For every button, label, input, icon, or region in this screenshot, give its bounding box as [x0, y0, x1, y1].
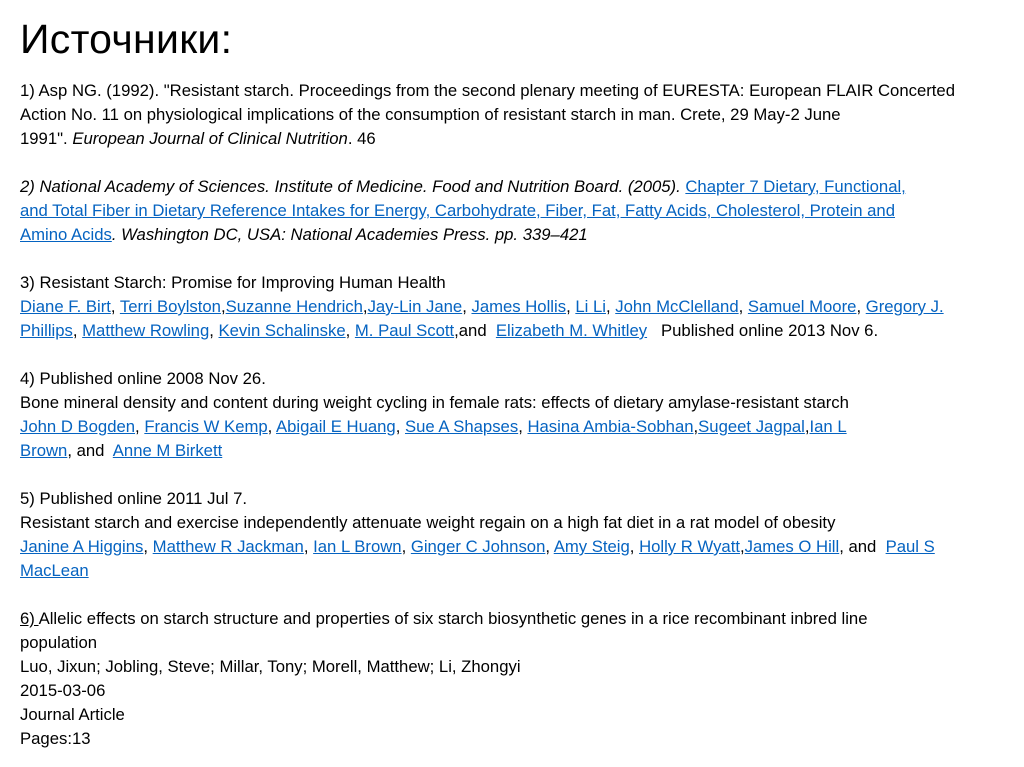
author-link[interactable]: James Hollis [471, 297, 567, 316]
author-link[interactable]: Samuel Moore [747, 297, 857, 316]
ref6-authors: Luo, Jixun; Jobling, Steve; Millar, Tony; Morell, Matthew; Li, Zhongyi [20, 657, 521, 676]
author-link[interactable]: Matthew R Jackman [152, 537, 304, 556]
ref5-authors-line1: Janine A Higgins, Matthew R Jackman, Ian L Brown, Ginger C Johnson, Amy Steig, Holly R Wyatt,James O Hill, and Paul S [20, 537, 935, 556]
author-link[interactable]: Paul S [885, 537, 935, 556]
ref6-number: 6) [20, 609, 39, 628]
ref6-date: 2015-03-06 [20, 681, 106, 700]
ref2-chapter-link[interactable]: Chapter 7 Dietary, Functional, [685, 177, 906, 196]
author-link[interactable]: Ginger C Johnson [410, 537, 546, 556]
ref5-authors-line2 [20, 559, 1020, 583]
ref2-prefix: 2) National Academy of Sciences. Institute of Medicine. Food and Nutrition Board. (2005). [20, 177, 686, 196]
author-link[interactable]: Gregory J. [865, 297, 944, 316]
author-link[interactable]: Sue A Shapses [404, 417, 519, 436]
author-link[interactable]: Elizabeth M. Whitley [495, 321, 648, 340]
author-link[interactable]: John McClelland [615, 297, 739, 316]
ref2-chapter-link-cont[interactable]: and Total Fiber in Dietary Reference Intakes for Energy, Carbohydrate, Fiber, Fat, Fatty Acids, Cholesterol, Protein and [20, 201, 895, 220]
ref2-line1 [20, 175, 1020, 199]
ref2-publisher: . Washington DC, USA: National Academies Press. pp. 339–421 [111, 225, 588, 244]
author-link[interactable]: Sugeet Jagpal [698, 417, 805, 436]
author-link[interactable]: James O Hill [744, 537, 840, 556]
author-link[interactable]: M. Paul Scott [354, 321, 455, 340]
ref4-title: Bone mineral density and content during weight cycling in female rats: effects of dietary amylase-resistant starch [20, 393, 849, 412]
ref1-volume: . 46 [347, 129, 376, 148]
ref1-year: 1991". [20, 129, 73, 148]
ref6-pages: Pages:13 [20, 729, 91, 748]
reference-1 [20, 79, 1020, 151]
ref5-and: and [848, 537, 877, 556]
author-link[interactable]: Ian L [809, 417, 847, 436]
ref1-journal: European Journal of Clinical Nutrition [72, 129, 348, 148]
author-link[interactable]: Li Li [575, 297, 606, 316]
ref2-line2 [20, 199, 1020, 223]
ref3-title: 3) Resistant Starch: Promise for Improving Human Health [20, 273, 446, 292]
ref3-authors-line1: Diane F. Birt, Terri Boylston,Suzanne Hendrich,Jay-Lin Jane, James Hollis, Li Li, John McClelland, Samuel Moore, Gregory J. [20, 297, 944, 316]
ref6-title: Allelic effects on starch structure and properties of six starch biosynthetic genes in a rice recombinant inbred line [38, 609, 868, 628]
ref4-and: and [76, 441, 105, 460]
reference-list [20, 79, 1020, 751]
ref1-line2: Action No. 11 on physiological implications of the consumption of resistant starch in man. Crete, 29 May-2 June [20, 105, 841, 124]
ref1-line3 [20, 127, 1020, 151]
ref3-authors-line2: Phillips, Matthew Rowling, Kevin Schalinske, M. Paul Scott,and Elizabeth M. Whitley Published online 2013 Nov 6. [20, 321, 879, 340]
author-link[interactable]: Janine A Higgins [20, 537, 144, 556]
ref6-title-line1 [20, 607, 1020, 631]
author-link[interactable]: Jay-Lin Jane [367, 297, 463, 316]
ref4-authors-line1: John D Bogden, Francis W Kemp, Abigail E Huang, Sue A Shapses, Hasina Ambia-Sobhan,Sugeet Jagpal,Ian L [20, 417, 847, 436]
ref4-authors-line2: Brown, and Anne M Birkett [20, 441, 223, 460]
ref3-published: Published online 2013 Nov 6. [661, 321, 879, 340]
author-link[interactable]: Matthew Rowling [82, 321, 210, 340]
author-link[interactable]: John D Bogden [20, 417, 136, 436]
author-link[interactable]: Ian L Brown [313, 537, 402, 556]
reference-2 [20, 175, 1020, 247]
author-link[interactable]: Terri Boylston [119, 297, 221, 316]
author-link[interactable]: Suzanne Hendrich [225, 297, 363, 316]
ref2-chapter-link-end[interactable]: Amino Acids [20, 225, 112, 244]
author-link[interactable]: Kevin Schalinske [218, 321, 346, 340]
author-link[interactable]: Abigail E Huang [276, 417, 396, 436]
author-link[interactable]: Diane F. Birt [20, 297, 111, 316]
author-link[interactable]: Brown [20, 441, 68, 460]
ref3-and: and [458, 321, 487, 340]
author-link[interactable]: Francis W Kemp [144, 417, 268, 436]
author-link[interactable]: Phillips [20, 321, 73, 340]
reference-4 [20, 367, 1020, 463]
ref1-line1: 1) Asp NG. (1992). "Resistant starch. Proceedings from the second plenary meeting of EURESTA: European FLAIR Concerted [20, 81, 955, 100]
ref5-date: 5) Published online 2011 Jul 7. [20, 489, 247, 508]
author-link[interactable]: MacLean [20, 561, 89, 580]
author-link[interactable]: Anne M Birkett [112, 441, 223, 460]
ref6-title-line2: population [20, 633, 98, 652]
author-link[interactable]: Hasina Ambia-Sobhan [527, 417, 694, 436]
author-link[interactable]: Amy Steig [553, 537, 630, 556]
reference-6 [20, 607, 1020, 751]
ref5-title: Resistant starch and exercise independently attenuate weight regain on a high fat diet in a rat model of obesity [20, 513, 836, 532]
reference-5 [20, 487, 1020, 583]
page-title: Источники: [20, 16, 233, 62]
reference-3 [20, 271, 1020, 343]
ref4-date: 4) Published online 2008 Nov 26. [20, 369, 266, 388]
ref6-type: Journal Article [20, 705, 125, 724]
ref2-line3 [20, 223, 1020, 247]
author-link[interactable]: Holly R Wyatt [639, 537, 740, 556]
